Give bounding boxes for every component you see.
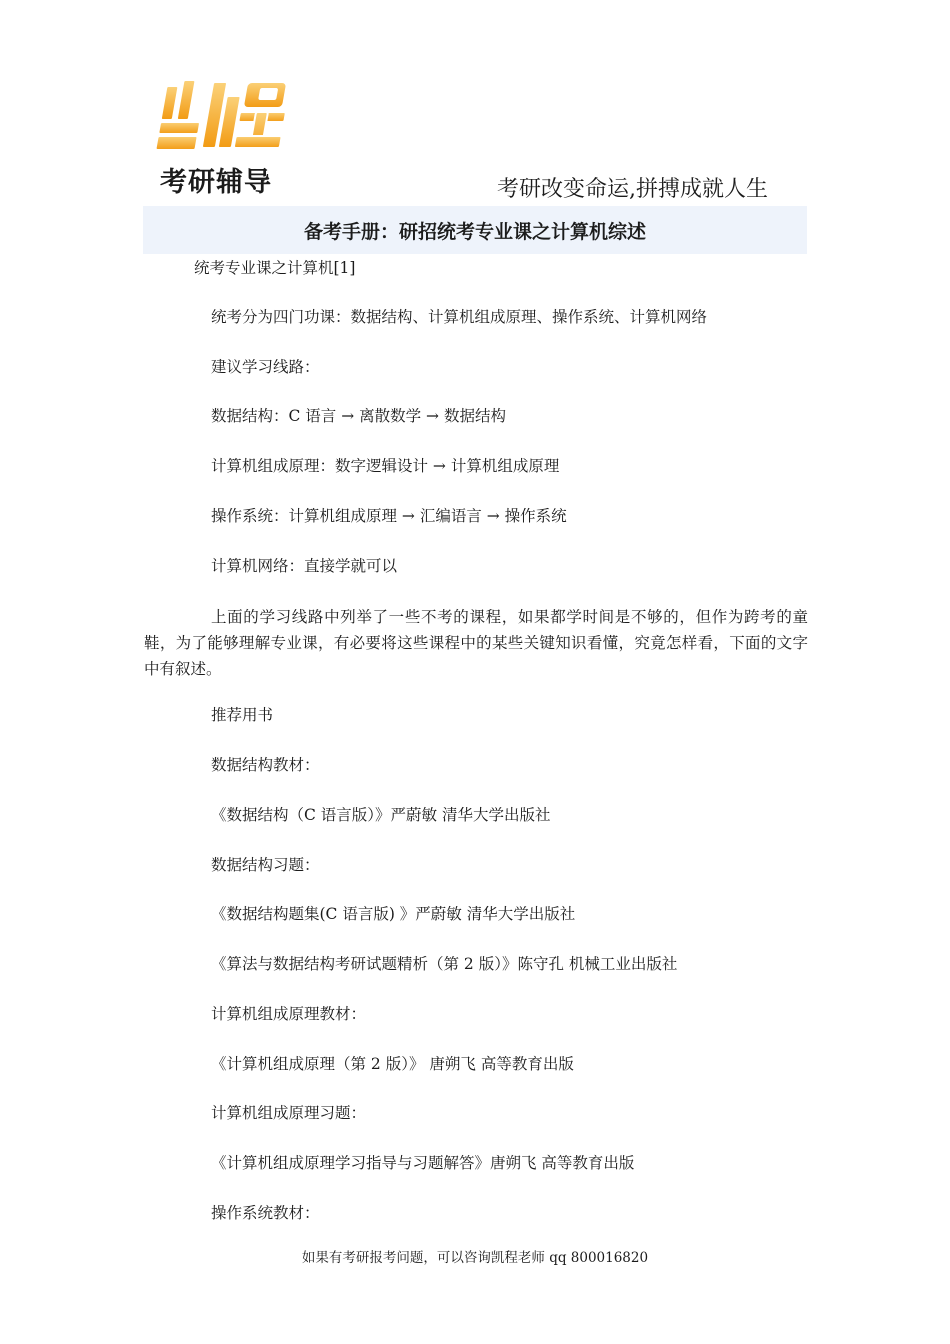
explanation-paragraph: 上面的学习线路中列举了一些不考的课程，如果都学时间是不够的，但作为跨考的童鞋，为了能够理解专业课，有必要将这些课程中的某些关键知识看懂，究竟怎样看，下面的文字中有叙述。 [144, 608, 808, 678]
path-data-structure: 数据结构：C 语言 → 离散数学 → 数据结构 [211, 407, 506, 425]
intro-heading: 统考专业课之计算机[1] [194, 259, 356, 277]
co-exercise-item: 《计算机组成原理学习指导与习题解答》唐朔飞 高等教育出版 [211, 1154, 635, 1172]
path-computer-network: 计算机网络：直接学就可以 [211, 557, 398, 575]
page-footer: 如果有考研报考问题，可以咨询凯程老师 qq 800016820 [301, 1250, 649, 1266]
document-title: 备考手册：研招统考专业课之计算机综述 [303, 221, 646, 243]
document-title-bar [143, 206, 807, 254]
os-textbook-heading: 操作系统教材： [211, 1204, 320, 1222]
path-operating-system: 操作系统：计算机组成原理 → 汇编语言 → 操作系统 [211, 507, 567, 525]
co-exercise-heading: 计算机组成原理习题： [211, 1104, 367, 1122]
ds-textbook-heading: 数据结构教材： [211, 756, 320, 774]
kaicheng-logo [150, 74, 302, 200]
co-textbook-item: 《计算机组成原理（第 2 版）》 唐朔飞 高等教育出版 [211, 1055, 574, 1073]
header-slogan: 考研改变命运,拼搏成就人生 [497, 177, 768, 202]
ds-exercise-heading: 数据结构习题： [211, 856, 320, 874]
study-path-heading: 建议学习线路： [211, 358, 320, 376]
ds-textbook-item: 《数据结构（C 语言版）》严蔚敏 清华大学出版社 [211, 806, 551, 824]
ds-exercise-item-2: 《算法与数据结构考研试题精析（第 2 版）》陈守孔 机械工业出版社 [211, 955, 678, 973]
recommended-books-heading: 推荐用书 [211, 706, 274, 724]
path-computer-organization: 计算机组成原理：数字逻辑设计 → 计算机组成原理 [211, 457, 560, 475]
co-textbook-heading: 计算机组成原理教材： [211, 1005, 367, 1023]
exam-subjects: 统考分为四门功课：数据结构、计算机组成原理、操作系统、计算机网络 [211, 308, 708, 326]
ds-exercise-item-1: 《数据结构题集(C 语言版) 》严蔚敏 清华大学出版社 [211, 905, 576, 923]
kaicheng-logo-mark [156, 78, 300, 158]
logo-subtitle: 考研辅导 [160, 167, 272, 198]
